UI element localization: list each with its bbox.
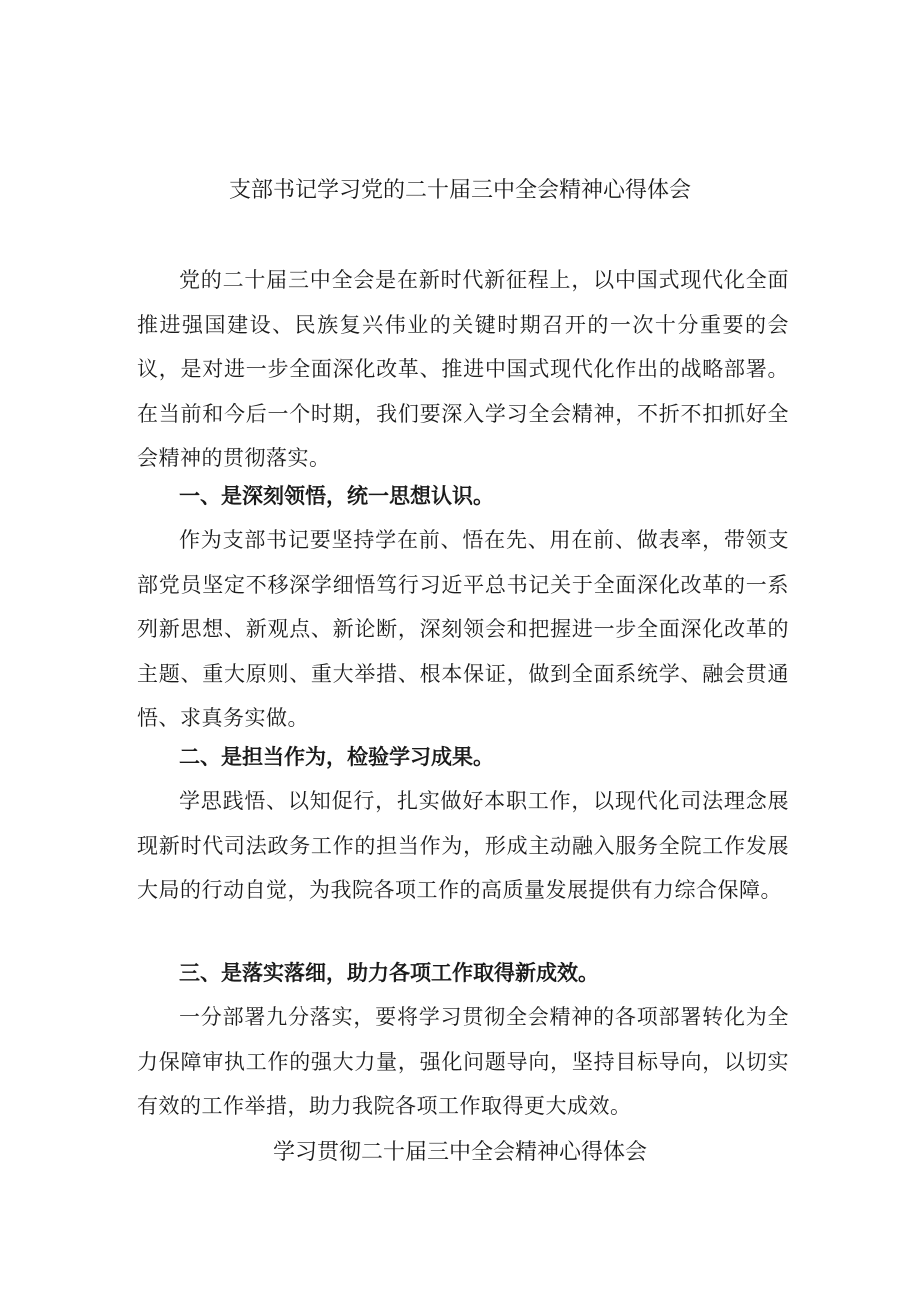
intro-paragraph: 党的二十届三中全会是在新时代新征程上，以中国式现代化全面推进强国建设、民族复兴伟业的关键时期召开的一次十分重要的会议，是对进一步全面深化改革、推进中国式现代化作出的战略部署。在当前和今后一个时期，我们要深入学习全会精神，不折不扣抓好全会精神的贯彻落实。 (137, 268, 789, 470)
section-body-1: 作为支部书记要坚持学在前、悟在先、用在前、做表率，带领支部党员坚定不移深学细悟笃行习近平总书记关于全面深化改革的一系列新思想、新观点、新论断，深刻领会和把握进一步全面深化改革的主题、重大原则、重大举措、根本保证，做到全面系统学、融会贯通悟、求真务实做。 (137, 528, 789, 730)
section-heading-1: 一、是深刻领悟，统一思想认识。 (179, 484, 494, 508)
section-body-2: 学思践悟、以知促行，扎实做好本职工作，以现代化司法理念展现新时代司法政务工作的担当作为，形成主动融入服务全院工作发展大局的行动自觉，为我院各项工作的高质量发展提供有力综合保障。 (137, 789, 789, 902)
section-body-3: 一分部署九分落实，要将学习贯彻全会精神的各项部署转化为全力保障审执工作的强大力量，强化问题导向，坚持目标导向，以切实有效的工作举措，助力我院各项工作取得更大成效。 (137, 1005, 789, 1118)
document-title: 支部书记学习党的二十届三中全会精神心得体会 (228, 178, 691, 203)
next-document-title: 学习贯彻二十届三中全会精神心得体会 (272, 1140, 647, 1165)
section-heading-3: 三、是落实落细，助力各项工作取得新成效。 (179, 961, 599, 985)
section-heading-2: 二、是担当作为，检验学习成果。 (179, 745, 494, 769)
